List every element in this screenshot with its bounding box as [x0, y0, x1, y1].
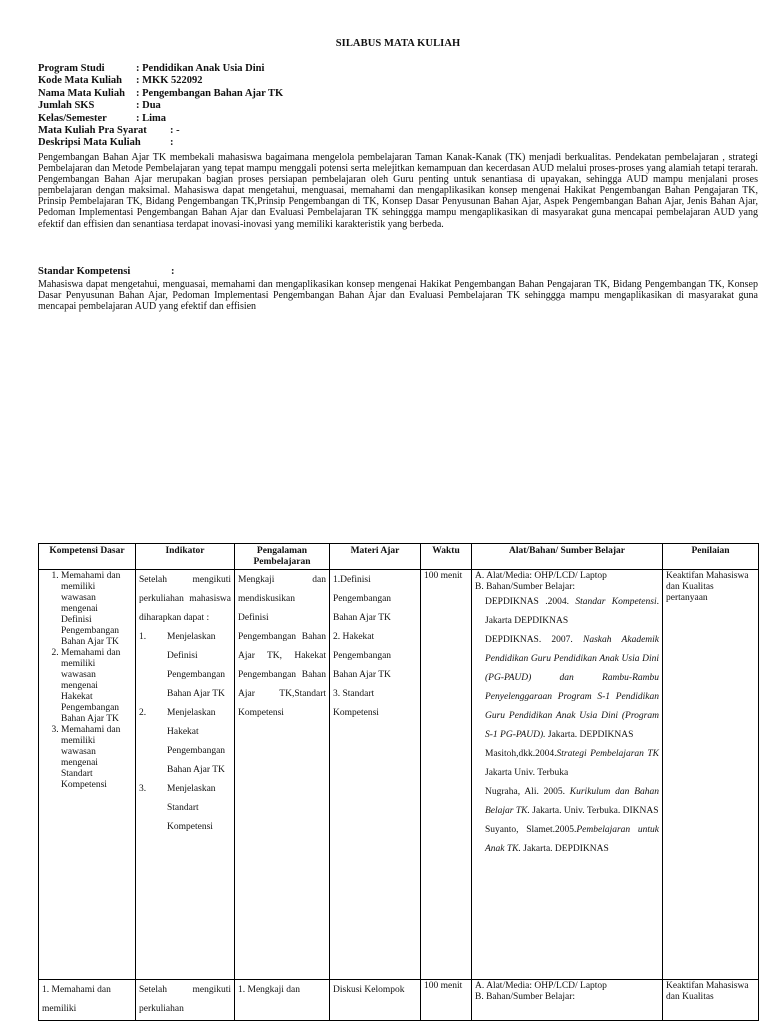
- info-row: [38, 63, 283, 75]
- cell-indikator: [136, 570, 235, 980]
- document-title: SILABUS MATA KULIAH: [335, 38, 461, 49]
- standard-label: Standar Kompetensi: [38, 266, 131, 277]
- info-row: [38, 113, 283, 125]
- info-row: [38, 125, 283, 137]
- cell-penilaian: Keaktifan Mahasiswa dan Kualitas pertanyaan: [663, 570, 759, 980]
- reference-item: Suyanto, Slamet.2005.Pembelajaran untuk Anak TK. Jakarta. DEPDIKNAS: [485, 825, 659, 854]
- info-row: [38, 100, 283, 112]
- info-label: Nama Mata Kuliah: [38, 87, 125, 99]
- list-item: [139, 704, 231, 780]
- standard-colon: :: [171, 266, 175, 277]
- info-value: :: [170, 137, 174, 149]
- header-penilaian: Penilaian: [663, 544, 759, 570]
- list-item: 1. Memahami dan memiliki wawasan mengenai Definisi Pengembangan Bahan Ajar TK: [61, 571, 132, 648]
- header-alat: Alat/Bahan/ Sumber Belajar: [472, 544, 663, 570]
- syllabus-table: [38, 543, 759, 1021]
- table-row: [39, 980, 759, 1021]
- cell-waktu: 100 menit: [421, 570, 472, 980]
- header-waktu: Waktu: [421, 544, 472, 570]
- cell-kompetensi: [39, 570, 136, 980]
- cell-penilaian: Keaktifan Mahasiswa dan Kualitas: [663, 980, 759, 1021]
- list-item: [139, 780, 231, 837]
- item-number: 3.: [139, 784, 147, 794]
- info-value: : Pendidikan Anak Usia Dini: [136, 63, 265, 74]
- info-label: Program Studi: [38, 63, 105, 74]
- item-number: 1.: [139, 632, 147, 642]
- item-number: 2.: [139, 708, 147, 718]
- list-item: 1.Definisi Pengembangan Bahan Ajar TK: [333, 575, 392, 623]
- list-item: 3. Memahami dan memiliki wawasan mengenai Standart Kompetensi: [61, 725, 132, 791]
- table-header-row: [39, 544, 759, 570]
- info-value: : Lima: [136, 112, 167, 124]
- course-description: Pengembangan Bahan Ajar TK membekali mahasiswa bagaimana mengelola pembelajaran Taman Kanak-Kanak (TK) menjadi berkualitas. Pendekatan pembelajaran , strategi Pembelajaran dan Metode Pembelajaran yang tepat mampu menggali potensi serta melejitkan kemampuan dan kecerdasan AUD melalui proses-proses yang alamiah tetapi terarah. Pengembangan Bahan Ajar merupakan bagian proses persiapan pembelajaran oleh Guru penting untuk senantiasa di upayakan, sehingga AUD mampu menjalani proses pembelajaran dengan maksimal. Mahasiswa dapat mengetahui, menguasai, memahami dan mengaplikasikan konsep mengenai Hakikat Pengembangan Bahan Pengajaran TK, Prinsip Pembelajaran TK, Bidang Pengembangan TK,Prinsip Pengembangan di TK, Konsep Dasar Penyusunan Bahan Ajar, Aspek Pengembangan Bahan Ajar, Jenis Bahan Ajar, Pedoman Implementasi Pengembangan Bahan Ajar dan Evaluasi Pembelajaran TK sehinggga mampu mengaplikasikan di masyarakat guna mencapai pembelajaran AUD yang efektif dan effisien dan senantiasa terdapat inovasi-inovasi yang memiliki karakteristik yang berbeda.: [38, 152, 758, 230]
- table-row: [39, 570, 759, 980]
- reference-item: Masitoh,dkk.2004.Strategi Pembelajaran TK Jakarta Univ. Terbuka: [485, 749, 659, 778]
- list-item: 3. Standart Kompetensi: [333, 689, 379, 718]
- alat-sumber: B. Bahan/Sumber Belajar:: [475, 582, 575, 592]
- header-pengalaman: Pengalaman Pembelajaran: [235, 544, 330, 570]
- list-item: 2. Hakekat Pengembangan Bahan Ajar TK: [333, 632, 392, 680]
- item-text: Menjelaskan Definisi Pengembangan Bahan Ajar TK: [167, 632, 226, 699]
- cell-kompetensi: 1. Memahami dan memiliki: [39, 980, 136, 1021]
- standard-heading: [38, 266, 175, 277]
- info-value: : MKK 522092: [136, 75, 203, 87]
- list-item: 2. Memahami dan memiliki wawasan mengenai Hakekat Pengembangan Bahan Ajar TK: [61, 648, 132, 725]
- header-kompetensi: Kompetensi Dasar: [39, 544, 136, 570]
- alat-media: A. Alat/Media: OHP/LCD/ Laptop: [475, 981, 607, 991]
- cell-pengalaman: Mengkaji dan mendiskusikan Definisi Pengembangan Bahan Ajar TK, Hakekat Pengembangan Bahan Ajar TK,Standart Kompetensi: [235, 570, 330, 980]
- indikator-intro: Setelah mengikuti perkuliahan mahasiswa diharapkan dapat :: [139, 575, 231, 623]
- cell-alat: [472, 980, 663, 1021]
- reference-item: DEPDIKNAS. 2007. Naskah Akademik Pendidikan Guru Pendidikan Anak Usia Dini (PG-PAUD) dan Rambu-Rambu Penyelenggaraan Program S-1 Pendidikan Guru Pendidikan Anak Usia Dini (Program S-1 PG-PAUD). Jakarta. DEPDIKNAS: [485, 635, 660, 740]
- info-value: : Pengembangan Bahan Ajar TK: [136, 87, 284, 99]
- info-label: Mata Kuliah Pra Syarat: [38, 125, 147, 137]
- info-value: : Dua: [136, 100, 161, 112]
- cell-alat: [472, 570, 663, 980]
- cell-waktu: 100 menit: [421, 980, 472, 1021]
- info-row: [38, 75, 283, 87]
- info-row: [38, 137, 283, 149]
- reference-item: Nugraha, Ali. 2005. Kurikulum dan Bahan Belajar TK. Jakarta. Univ. Terbuka. DIKNAS: [485, 787, 659, 816]
- list-item: [139, 628, 231, 704]
- reference-list: [475, 593, 659, 859]
- cell-indikator: Setelah mengikuti perkuliahan: [136, 980, 235, 1021]
- header-materi: Materi Ajar: [330, 544, 421, 570]
- info-value: : -: [170, 125, 180, 137]
- alat-sumber: B. Bahan/Sumber Belajar:: [475, 992, 575, 1002]
- course-info: [38, 63, 283, 150]
- standard-body: Mahasiswa dapat mengetahui, menguasai, memahami dan mengaplikasikan konsep mengenai Hakikat Pengembangan Bahan Pengajaran TK, Bidang Pengembangan TK, Konsep Dasar Penyusunan Bahan Ajar, Pedoman Implementasi Pengembangan Bahan Ajar dan Evaluasi Pembelajaran TK sehinggga mampu mengaplikasikan di masyarakat guna mencapai pembelajaran AUD yang efektif dan effisien: [38, 279, 758, 313]
- item-text: Menjelaskan Standart Kompetensi: [167, 784, 216, 832]
- info-label: Deskripsi Mata Kuliah: [38, 137, 141, 149]
- header-indikator: Indikator: [136, 544, 235, 570]
- info-label: Kode Mata Kuliah: [38, 75, 123, 87]
- reference-item: DEPDIKNAS .2004. Standar Kompetensi. Jakarta DEPDIKNAS: [485, 597, 659, 626]
- item-text: Menjelaskan Hakekat Pengembangan Bahan Ajar TK: [167, 708, 226, 775]
- cell-materi: Diskusi Kelompok: [330, 980, 421, 1021]
- alat-media: A. Alat/Media: OHP/LCD/ Laptop: [475, 571, 607, 581]
- cell-pengalaman: 1. Mengkaji dan: [235, 980, 330, 1021]
- info-label: Kelas/Semester: [38, 112, 107, 124]
- info-label: Jumlah SKS: [38, 100, 95, 112]
- info-row: [38, 88, 283, 100]
- cell-materi: [330, 570, 421, 980]
